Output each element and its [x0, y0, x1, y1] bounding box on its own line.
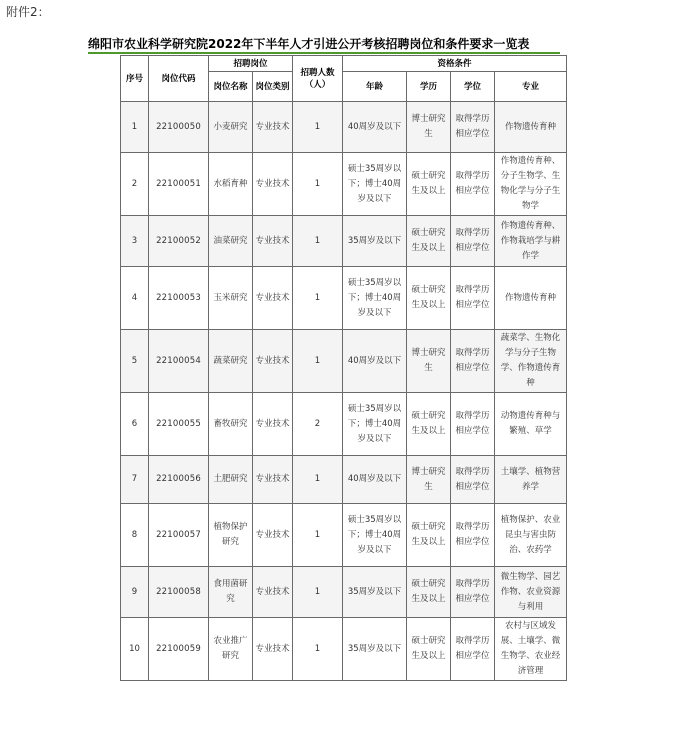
cell-seq: 7 [121, 456, 149, 504]
table-row [121, 330, 567, 393]
cell-major: 微生物学、园艺作物、农业资源与利用 [495, 567, 567, 618]
cell-seq: 6 [121, 393, 149, 456]
header-degree: 学位 [451, 72, 495, 102]
cell-count: 2 [293, 393, 343, 456]
cell-post-type: 专业技术 [253, 456, 293, 504]
cell-education: 博士研究生 [407, 330, 451, 393]
cell-count: 1 [293, 330, 343, 393]
cell-major: 动物遗传育种与繁殖、草学 [495, 393, 567, 456]
cell-code: 22100055 [149, 393, 209, 456]
cell-code: 22100054 [149, 330, 209, 393]
cell-post-type: 专业技术 [253, 153, 293, 216]
cell-degree: 取得学历相应学位 [451, 216, 495, 267]
cell-post-type: 专业技术 [253, 393, 293, 456]
cell-post-name: 水稻育种 [209, 153, 253, 216]
cell-post-name: 蔬菜研究 [209, 330, 253, 393]
recruitment-table [120, 55, 567, 681]
cell-degree: 取得学历相应学位 [451, 102, 495, 153]
cell-code: 22100052 [149, 216, 209, 267]
table-row [121, 102, 567, 153]
cell-age: 35周岁及以下 [343, 567, 407, 618]
cell-major: 植物保护、农业昆虫与害虫防治、农药学 [495, 504, 567, 567]
cell-count: 1 [293, 456, 343, 504]
cell-code: 22100058 [149, 567, 209, 618]
cell-code: 22100056 [149, 456, 209, 504]
cell-post-type: 专业技术 [253, 267, 293, 330]
cell-seq: 10 [121, 618, 149, 681]
header-code: 岗位代码 [149, 56, 209, 102]
cell-seq: 4 [121, 267, 149, 330]
cell-count: 1 [293, 102, 343, 153]
cell-age: 40周岁及以下 [343, 102, 407, 153]
cell-education: 硕士研究生及以上 [407, 216, 451, 267]
cell-count: 1 [293, 267, 343, 330]
cell-age: 40周岁及以下 [343, 330, 407, 393]
cell-education: 博士研究生 [407, 102, 451, 153]
header-post-name: 岗位名称 [209, 72, 253, 102]
cell-seq: 1 [121, 102, 149, 153]
cell-major: 作物遗传育种、作物栽培学与耕作学 [495, 216, 567, 267]
table-row [121, 504, 567, 567]
cell-count: 1 [293, 504, 343, 567]
cell-age: 硕士35周岁以下；博士40周岁及以下 [343, 504, 407, 567]
cell-seq: 8 [121, 504, 149, 567]
cell-code: 22100051 [149, 153, 209, 216]
cell-post-name: 小麦研究 [209, 102, 253, 153]
cell-age: 硕士35周岁以下；博士40周岁及以下 [343, 153, 407, 216]
cell-count: 1 [293, 567, 343, 618]
cell-education: 硕士研究生及以上 [407, 153, 451, 216]
table-row [121, 456, 567, 504]
cell-post-name: 土肥研究 [209, 456, 253, 504]
cell-code: 22100057 [149, 504, 209, 567]
cell-major: 作物遗传育种 [495, 267, 567, 330]
cell-seq: 5 [121, 330, 149, 393]
cell-post-name: 农业推广研究 [209, 618, 253, 681]
cell-count: 1 [293, 618, 343, 681]
cell-age: 35周岁及以下 [343, 216, 407, 267]
cell-post-name: 畜牧研究 [209, 393, 253, 456]
cell-degree: 取得学历相应学位 [451, 618, 495, 681]
cell-major: 农村与区域发展、土壤学、微生物学、农业经济管理 [495, 618, 567, 681]
cell-code: 22100059 [149, 618, 209, 681]
table-row [121, 267, 567, 330]
cell-count: 1 [293, 216, 343, 267]
cell-major: 作物遗传育种 [495, 102, 567, 153]
title-underline [88, 52, 560, 54]
header-group-qualifications: 资格条件 [343, 56, 567, 72]
header-count: 招聘人数（人） [293, 56, 343, 102]
cell-post-type: 专业技术 [253, 216, 293, 267]
cell-education: 硕士研究生及以上 [407, 267, 451, 330]
header-group-post: 招聘岗位 [209, 56, 293, 72]
cell-post-type: 专业技术 [253, 102, 293, 153]
header-major: 专业 [495, 72, 567, 102]
cell-degree: 取得学历相应学位 [451, 456, 495, 504]
cell-education: 硕士研究生及以上 [407, 393, 451, 456]
cell-post-type: 专业技术 [253, 567, 293, 618]
cell-age: 硕士35周岁以下；博士40周岁及以下 [343, 267, 407, 330]
page-title: 绵阳市农业科学研究院2022年下半年人才引进公开考核招聘岗位和条件要求一览表 [88, 37, 530, 51]
cell-seq: 2 [121, 153, 149, 216]
cell-education: 硕士研究生及以上 [407, 567, 451, 618]
cell-degree: 取得学历相应学位 [451, 393, 495, 456]
cell-post-name: 植物保护研究 [209, 504, 253, 567]
header-post-type: 岗位类别 [253, 72, 293, 102]
cell-post-type: 专业技术 [253, 504, 293, 567]
cell-age: 40周岁及以下 [343, 456, 407, 504]
table-row [121, 567, 567, 618]
cell-degree: 取得学历相应学位 [451, 567, 495, 618]
cell-seq: 3 [121, 216, 149, 267]
header-age: 年龄 [343, 72, 407, 102]
attachment-label: 附件2： [6, 5, 50, 19]
cell-major: 土壤学、植物营养学 [495, 456, 567, 504]
cell-age: 35周岁及以下 [343, 618, 407, 681]
cell-code: 22100050 [149, 102, 209, 153]
cell-post-name: 油菜研究 [209, 216, 253, 267]
cell-education: 硕士研究生及以上 [407, 618, 451, 681]
cell-post-name: 玉米研究 [209, 267, 253, 330]
table-row [121, 618, 567, 681]
cell-post-type: 专业技术 [253, 330, 293, 393]
cell-degree: 取得学历相应学位 [451, 153, 495, 216]
table-row [121, 393, 567, 456]
cell-degree: 取得学历相应学位 [451, 504, 495, 567]
cell-post-name: 食用菌研究 [209, 567, 253, 618]
cell-education: 硕士研究生及以上 [407, 504, 451, 567]
cell-degree: 取得学历相应学位 [451, 267, 495, 330]
table-row [121, 216, 567, 267]
table-row [121, 153, 567, 216]
cell-degree: 取得学历相应学位 [451, 330, 495, 393]
header-seq: 序号 [121, 56, 149, 102]
cell-post-type: 专业技术 [253, 618, 293, 681]
header-education: 学历 [407, 72, 451, 102]
cell-age: 硕士35周岁以下；博士40周岁及以下 [343, 393, 407, 456]
cell-major: 作物遗传育种、分子生物学、生物化学与分子生物学 [495, 153, 567, 216]
cell-education: 博士研究生 [407, 456, 451, 504]
cell-count: 1 [293, 153, 343, 216]
cell-code: 22100053 [149, 267, 209, 330]
cell-major: 蔬菜学、生物化学与分子生物学、作物遗传育种 [495, 330, 567, 393]
cell-seq: 9 [121, 567, 149, 618]
